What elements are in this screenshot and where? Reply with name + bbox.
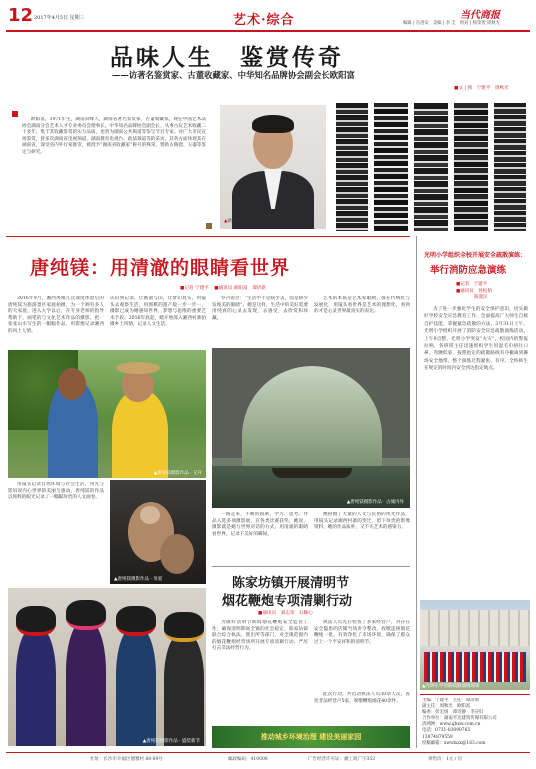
school-building <box>420 610 530 646</box>
right-byline-3: 陈澄民 <box>456 295 488 301</box>
child-2 <box>66 622 106 746</box>
feature-photo-portrait <box>8 350 206 478</box>
header-rule <box>6 30 530 32</box>
info-vice: 副主任：周秋光 欧阳富 <box>422 704 471 710</box>
right-photo-caption-text: 光明小学消防疏散演练现场 <box>425 684 480 689</box>
monkey-body-2 <box>160 534 194 574</box>
bottom-headline-1: 陈家坊镇开展清明节 <box>232 576 350 591</box>
right-photo-drill <box>420 600 530 690</box>
info-tel: 电话：0731-83090765 <box>422 728 471 734</box>
feature-cap-4: ▲唐纯镁摄影作品 · 盛装新节 <box>142 739 200 744</box>
corner-ornament-br <box>206 223 212 229</box>
bridge-boat <box>272 468 352 478</box>
corner-ornament-tl <box>12 111 18 117</box>
calligraphy-scroll-4 <box>454 103 488 231</box>
ad-banner[interactable] <box>212 726 410 748</box>
top-article <box>6 33 530 233</box>
editor-credits: 编辑 | 冯进安 美编 | 李 圭 校对 | 杨荣贵 周秋光 <box>403 21 500 26</box>
portrait-hair <box>252 115 294 133</box>
child-2-hat <box>66 600 106 630</box>
feature-col-3: 罗丹说过：“生活中不是缺少美，而是缺少发现美的眼睛”。她是这样，生活中的美好需要用纯真的心灵去发现，去感受，去欣赏和珍藏。 <box>212 296 308 321</box>
feature-photo-monkeys <box>110 480 206 584</box>
feature-cap-3: ▲唐纯镁摄影作品 · 母爱 <box>114 577 163 582</box>
feature-bylines <box>180 285 266 291</box>
top-subhead: ——访著名鉴赏家、古董收藏家、中华知名品牌协会副会长欧阳富 <box>112 70 355 80</box>
info-email: 投稿邮箱：xwtdxzx@163.com <box>422 740 486 746</box>
footer-rule <box>6 752 530 753</box>
brand-logo: 当代商报 <box>460 10 500 21</box>
ad-banner-text: 推动城乡环境治理 建设美丽家园 <box>260 732 362 741</box>
bottom-col-3: 此次行动，共出动执法人员30余人次，查处非法经营户5家，收缴鞭炮烟花40余件。 <box>314 692 410 704</box>
photo-man-right-hat <box>116 362 160 374</box>
info-mobile: 13874879559 <box>422 734 453 740</box>
calligraphy-scroll-5 <box>494 103 526 231</box>
child-4-hat <box>164 612 204 642</box>
section-rule-1 <box>6 236 410 237</box>
info-web: 清网网：www.qbxw.com.cn <box>422 722 481 728</box>
feature-photo-children <box>8 588 206 746</box>
top-byline: ■文 | 图 宁建平 周秋光 <box>454 86 509 91</box>
child-3-hat <box>116 606 156 636</box>
page-number: 12 <box>8 5 34 26</box>
info-members: 编委：彭宏扬 谭诗静 李应归 <box>422 710 484 716</box>
feature-byline-1: ■记者 宁建平 <box>180 286 209 291</box>
feature-headline: 唐纯镁：用清澈的眼睛看世界 <box>30 257 291 279</box>
bottom-byline: ■通讯员 刘志荣 石顺心 <box>258 611 313 616</box>
feature-col-1: 2016年9月，湘西凤凰几次深度体验后的唐纯镁为旅游景区家庭拍摄，为一个拥有多人的大家庭，进入大学以后，在专业老师的指导帮助下，画笔的与文化艺术作品的摄影，把一张张山水写生的一幅幅作品、用影像记录湘西的风土人情。 <box>8 296 104 334</box>
top-body-text: 欧阳富，1971年生，湖南双峰人，湖南省著名鉴赏家，古董收藏家，现任中国艺术品协会湖南分会艺术人才专业委员会理事长、中华知名品牌协会副会长、从事古玩艺术收藏二十多年，集于其收藏鉴赏的实力品质，也曾为湖南公共频道等鉴宝节目专家。对广大市民宣扬鉴赏，曾多次湖南省电视频道、湖南教育电视台、政法频道等的采访，其各方面体现其在湖南省，深受省内外行家推崇，被授予“湖南省收藏家”称号的殊荣，赞助古陶瓷、玉器等鉴定与研究。 <box>22 117 206 155</box>
feature-cap-2: ▲唐纯镁摄影作品 · 古城内外 <box>346 500 404 505</box>
child-1-hat <box>16 606 56 636</box>
calligraphy-scrolls <box>336 103 526 231</box>
feature-cap-1-text: 唐纯镁摄影作品 · 又开 <box>157 471 202 476</box>
portrait-caption-text: 欧阳富近影 <box>227 219 250 224</box>
info-editor: 主编：宁建平 主任：谭济新 <box>422 698 480 703</box>
feature-byline-2: ■通讯员 欧阳富 谭济新 <box>214 286 266 291</box>
feature-cap-4-text: 唐纯镁摄影作品 · 盛装新节 <box>146 739 200 744</box>
footer-postcode: 邮政编码：410008 <box>228 757 268 762</box>
editorial-info-box <box>420 694 530 748</box>
right-body: 为了进一步强化学生的安全保护意识，切实做好学校安全应急教育工作，全面提高广大师生自救自护技能，掌握紧急疏散的方法，3月31日上午，光明小学组织开展了消防安全应急疏散演练活动。上午9点整，光明小学突发“火灾”，校园内的警报拉响，各班班主任迅速组织学生用湿毛巾捂住口鼻，弯腰低姿，按照指定的疏散路线有序撤离到操场安全地带。整个演练过程紧张、有序，全校师生在规定的时间内安全到达指定地点。 <box>424 307 528 372</box>
bottom-col-1: 为做好清明节期间烟花鞭炮安全监管工作，确保清明期间全镇的社会稳定。陈家坊镇联合综合执法、派出所等部门，对全镇范围内的烟花鞭炮经营场所开展专项清剿行动，严厉打击非法经营行为。 <box>212 620 308 652</box>
child-4 <box>164 634 204 746</box>
calligraphy-scroll-2 <box>374 103 408 231</box>
footer-address: 社址：长沙市开福区德雅村 88-89号 <box>90 757 163 762</box>
top-body-box <box>12 111 212 229</box>
issue-date: 2017年4月5日 星期三 <box>34 15 85 21</box>
feature-col-4: 艺术的本质是艺术家眼睛，都在传统化与发展化，用镜头看世界是艺术的理想化，看到的才是心灵世界最真实的表达。 <box>314 296 410 315</box>
calligraphy-scroll-1 <box>336 103 368 231</box>
right-byline-2: ■通讯员 曾松柏 <box>456 288 492 294</box>
photo-man-left-head <box>58 368 86 400</box>
photo-man-right <box>112 390 168 478</box>
right-byline-1: ■记者 宁建平 <box>456 282 488 287</box>
school-crowd <box>424 652 526 682</box>
bottom-col-2: 执法人员先后检查了多家经营户，对存在安全隐患的店铺当场责令整改，收缴违规烟花鞭炮一批，有效净化了市场环境，确保了群众过上一个平安祥和的清明节。 <box>314 620 410 645</box>
feature-photo-bridge <box>212 348 410 508</box>
feature-cap-2-text: 唐纯镁摄影作品 · 古城内外 <box>350 500 404 505</box>
feature-col-2: 认识到记录，让画面与山，让梦幻真实，用镜头去观察生活，用围棋的遗产般一步一步一，摄影已成为她感知世界，梦想与思维的重要艺术手段。2016年底起，她开始深入湘西村寨拍摄乡土风情，记录人文生活。 <box>110 296 206 328</box>
portrait-photo <box>220 105 326 229</box>
section-title: 艺术·综合 <box>233 13 295 28</box>
monkey-face-1 <box>140 506 160 524</box>
calligraphy-scroll-3 <box>414 103 448 231</box>
right-bylines <box>456 282 492 302</box>
masthead <box>8 6 528 30</box>
child-1 <box>16 628 56 746</box>
feature-cap-3-text: 唐纯镁摄影作品 · 母爱 <box>117 577 163 582</box>
info-company: 合作单位：湖南平达建筑传媒有限公司 <box>422 716 497 722</box>
editorial-info <box>422 698 528 747</box>
child-3 <box>116 628 156 746</box>
feature-cap-1: ▲唐纯镁摄影作品 · 又开 <box>153 471 202 476</box>
feature-col-5: 一路走来，不断的摸索、学习、思考。作品入选多项摄影展，在各类比赛获奖。她说，摄影就是她与世界对话的方式，用清澈的眼睛看世界，记录下美好的瞬间。 <box>212 512 308 537</box>
portrait-caption: ▲欧阳富近影 <box>224 219 250 224</box>
column-divider <box>416 236 417 748</box>
feature-sidebar-text: 用镜头记录自然环境与社会生活，用光与影诉说内心世界的美丽与感动，唐纯镁的作品以纯粹的眼光记录了一幅幅珍贵的人文画卷。 <box>8 482 104 501</box>
feature-col-6: 她拍摄了大量的人文与民俗的风光作品，用镜头记录湘西村寨的变迁，留下珍贵的影像资料，她的作品质朴，又不失艺术的感染力。 <box>314 512 410 531</box>
footer-license: 广告经营许可证：湘工商广字353 <box>308 757 376 762</box>
right-headline: 举行消防应急演练 <box>430 265 507 276</box>
footer <box>8 756 528 766</box>
right-kicker: 光明小学组织全校开展安全疏散演练： <box>424 252 527 259</box>
right-photo-caption: ▲光明小学消防疏散演练现场 <box>422 684 480 689</box>
footer-price: 零售价：1元 / 份 <box>428 757 463 762</box>
section-rule-2 <box>212 566 410 567</box>
top-headline: 品味人生 鉴赏传奇 <box>110 45 344 71</box>
bottom-headline-2: 烟花鞭炮专项清剿行动 <box>222 594 353 609</box>
